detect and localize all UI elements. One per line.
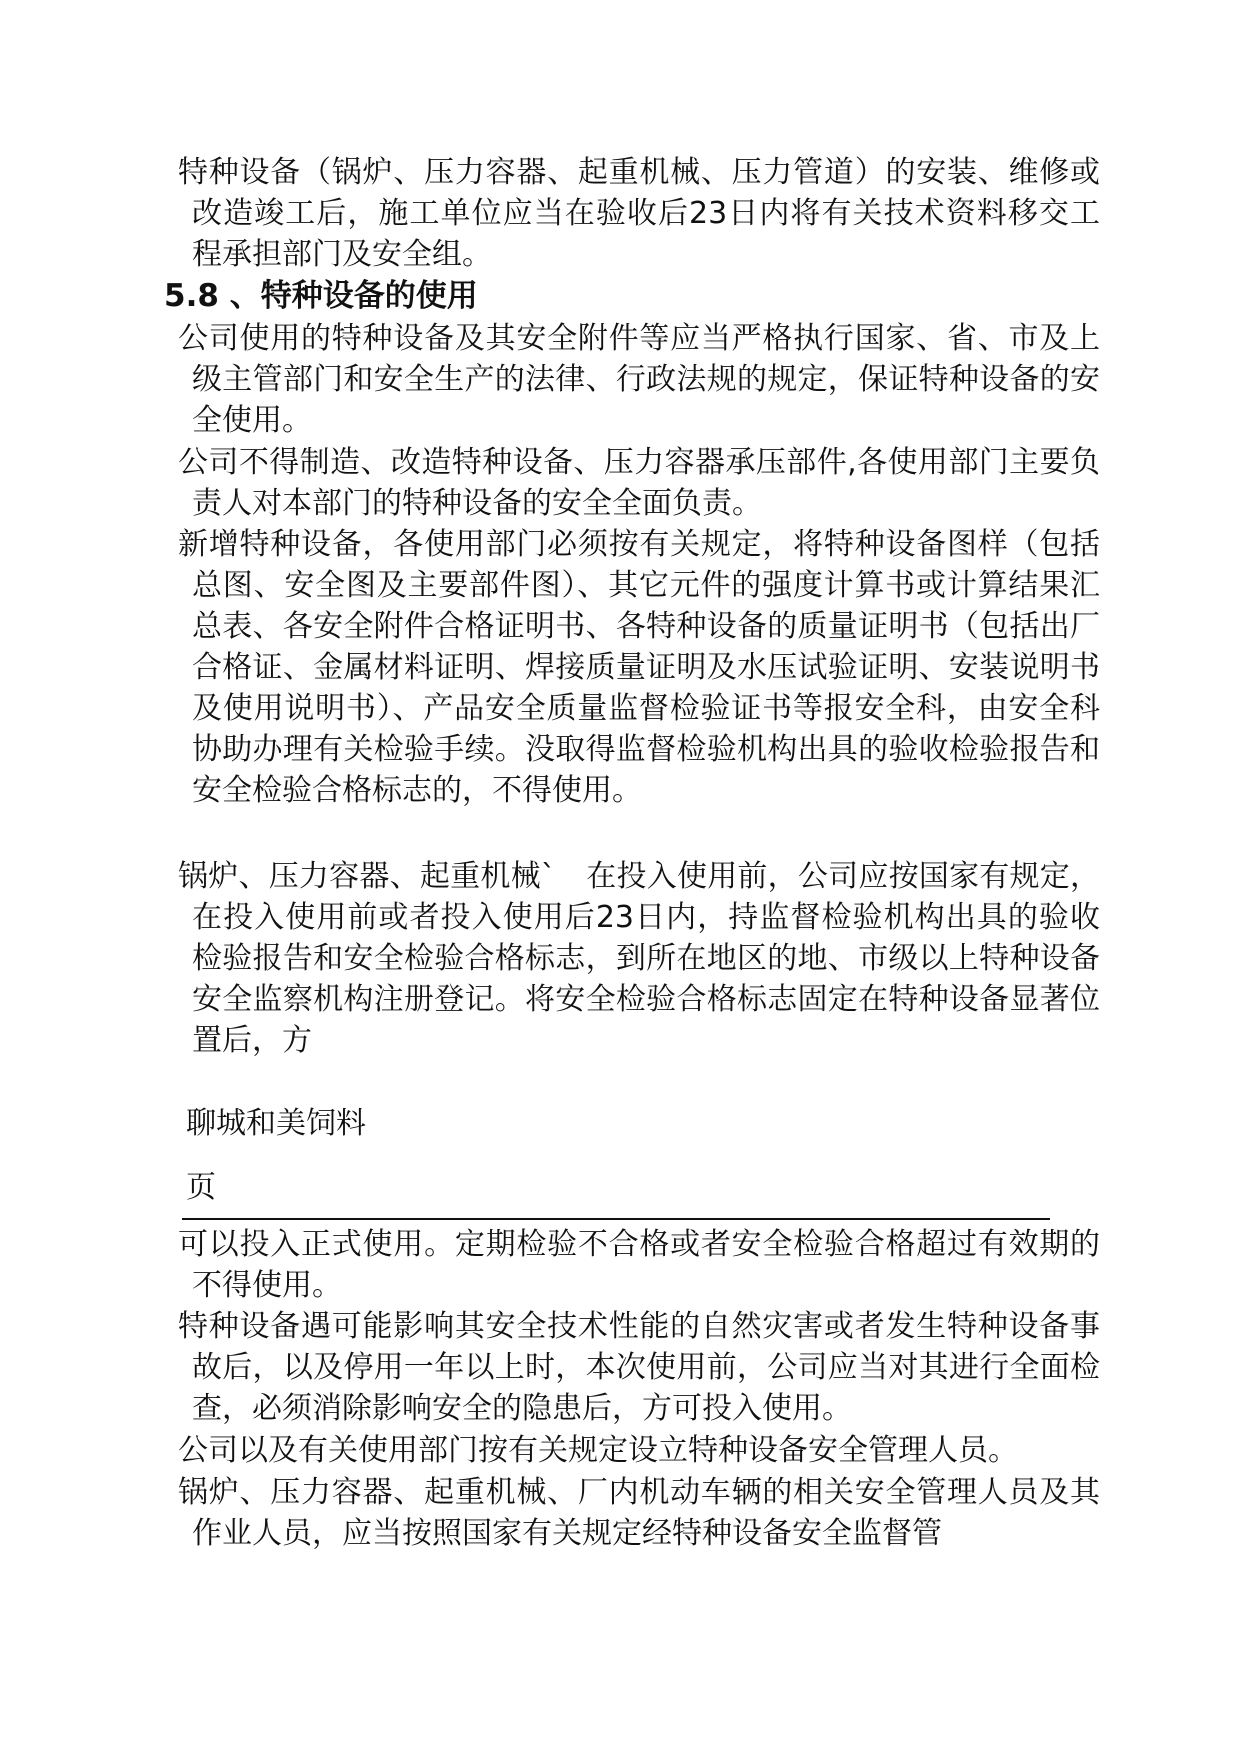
paragraph-safety-personnel: 公司以及有关使用部门按有关规定设立特种设备安全管理人员。 xyxy=(178,1433,1018,1468)
section-heading-5-8: 5.8 、特种设备的使用 xyxy=(164,278,478,314)
footer-company-name: 聊城和美饲料 xyxy=(186,1106,366,1141)
paragraph-operator-certification: 锅炉、压力容器、起重机械、厂内机动车辆的相关安全管理人员及其作业人员，应当按照国家有关规定经特种设备安全监督管 xyxy=(178,1475,1100,1551)
paragraph-manufacturing-prohibition: 公司不得制造、改造特种设备、压力容器承压部件,各使用部门主要负责人对本部门的特种设备的安全全面负责。 xyxy=(178,445,1100,521)
paragraph-installation-records: 特种设备（锅炉、压力容器、起重机械、压力管道）的安装、维修或改造竣工后，施工单位应当在验收后23日内将有关技术资料移交工程承担部门及安全组。 xyxy=(178,155,1100,272)
footer-page-label: 页 xyxy=(186,1170,216,1205)
paragraph-new-equipment-documents: 新增特种设备，各使用部门必须按有关规定，将特种设备图样（包括总图、安全图及主要部件图）、其它元件的强度计算书或计算结果汇总表、各安全附件合格证明书、各特种设备的质量证明书（包括出厂合格证、金属材料证明、焊接质量证明及水压试验证明、安装说明书及使用说明书）、产品安全质量监督检验证书等报安全科，由安全科协助办理有关检验手续。没取得监督检验机构出具的验收检验报告和安全检验合格标志的，不得使用。 xyxy=(178,527,1100,808)
paragraph-disaster-inspection: 特种设备遇可能影响其安全技术性能的自然灾害或者发生特种设备事故后，以及停用一年以上时，本次使用前，公司应当对其进行全面检查，必须消除影响安全的隐患后，方可投入使用。 xyxy=(178,1309,1100,1426)
footer-divider xyxy=(182,1218,1050,1220)
paragraph-registration: 锅炉、压力容器、起重机械` 在投入使用前，公司应按国家有规定，在投入使用前或者投入使用后23日内，持监督检验机构出具的验收检验报告和安全检验合格标志，到所在地区的地、市级以上特种设备安全监察机构注册登记。将安全检验合格标志固定在特种设备显著位置后，方 xyxy=(178,859,1100,1058)
paragraph-periodic-inspection: 可以投入正式使用。定期检验不合格或者安全检验合格超过有效期的不得使用。 xyxy=(178,1227,1100,1303)
paragraph-legal-compliance: 公司使用的特种设备及其安全附件等应当严格执行国家、省、市及上级主管部门和安全生产的法律、行政法规的规定，保证特种设备的安全使用。 xyxy=(178,321,1100,438)
